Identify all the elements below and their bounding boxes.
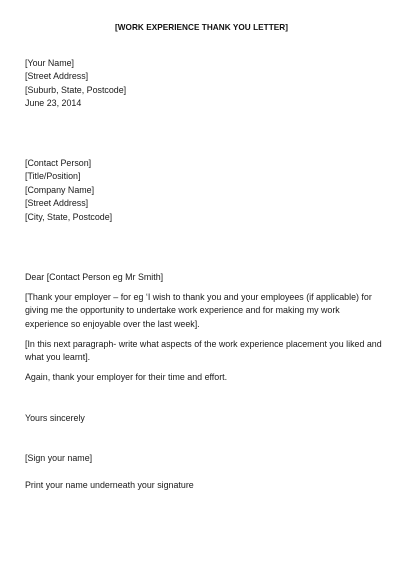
recipient-title: [Title/Position] bbox=[25, 171, 81, 182]
closing-text: Yours sincerely bbox=[25, 413, 85, 423]
paragraph-line: Again, thank your employer for their time and effort. bbox=[25, 372, 228, 382]
letter-title: [WORK EXPERIENCE THANK YOU LETTER] bbox=[114, 23, 289, 32]
paragraph-line: what you learnt]. bbox=[25, 352, 91, 363]
signature-line bbox=[25, 452, 381, 465]
recipient-city: [City, State, Postcode] bbox=[25, 211, 113, 222]
recipient-contact: [Contact Person] bbox=[25, 158, 92, 168]
recipient-street: [Street Address] bbox=[25, 198, 89, 209]
paragraph-line: [Thank your employer – for eg ‘I wish to thank you and your employees (if applicable) for bbox=[25, 292, 372, 302]
salutation-text: Dear [Contact Person eg Mr Smith] bbox=[25, 272, 164, 282]
recipient-company: [Company Name] bbox=[25, 184, 95, 195]
sender-name: [Your Name] bbox=[25, 58, 75, 68]
body-paragraph-2 bbox=[25, 338, 381, 365]
paragraph-line: giving me the opportunity to undertake work experience and for making my work bbox=[25, 305, 340, 316]
paragraph-line: experience so enjoyable over the last week]. bbox=[25, 318, 200, 329]
sender-address-block bbox=[25, 57, 381, 111]
closing bbox=[25, 412, 381, 425]
body-paragraph-1 bbox=[25, 291, 381, 331]
salutation bbox=[25, 271, 381, 284]
body-paragraph-3 bbox=[25, 371, 381, 384]
print-name-line bbox=[25, 479, 381, 492]
paragraph-line: [In this next paragraph- write what aspects of the work experience placement you liked and bbox=[25, 339, 382, 349]
letter-date: June 23, 2014 bbox=[25, 98, 82, 109]
recipient-address-block bbox=[25, 157, 381, 224]
sender-street: [Street Address] bbox=[25, 71, 89, 82]
print-name-text: Print your name underneath your signature bbox=[25, 480, 194, 490]
sender-suburb: [Suburb, State, Postcode] bbox=[25, 84, 127, 95]
signature-text: [Sign your name] bbox=[25, 453, 93, 463]
